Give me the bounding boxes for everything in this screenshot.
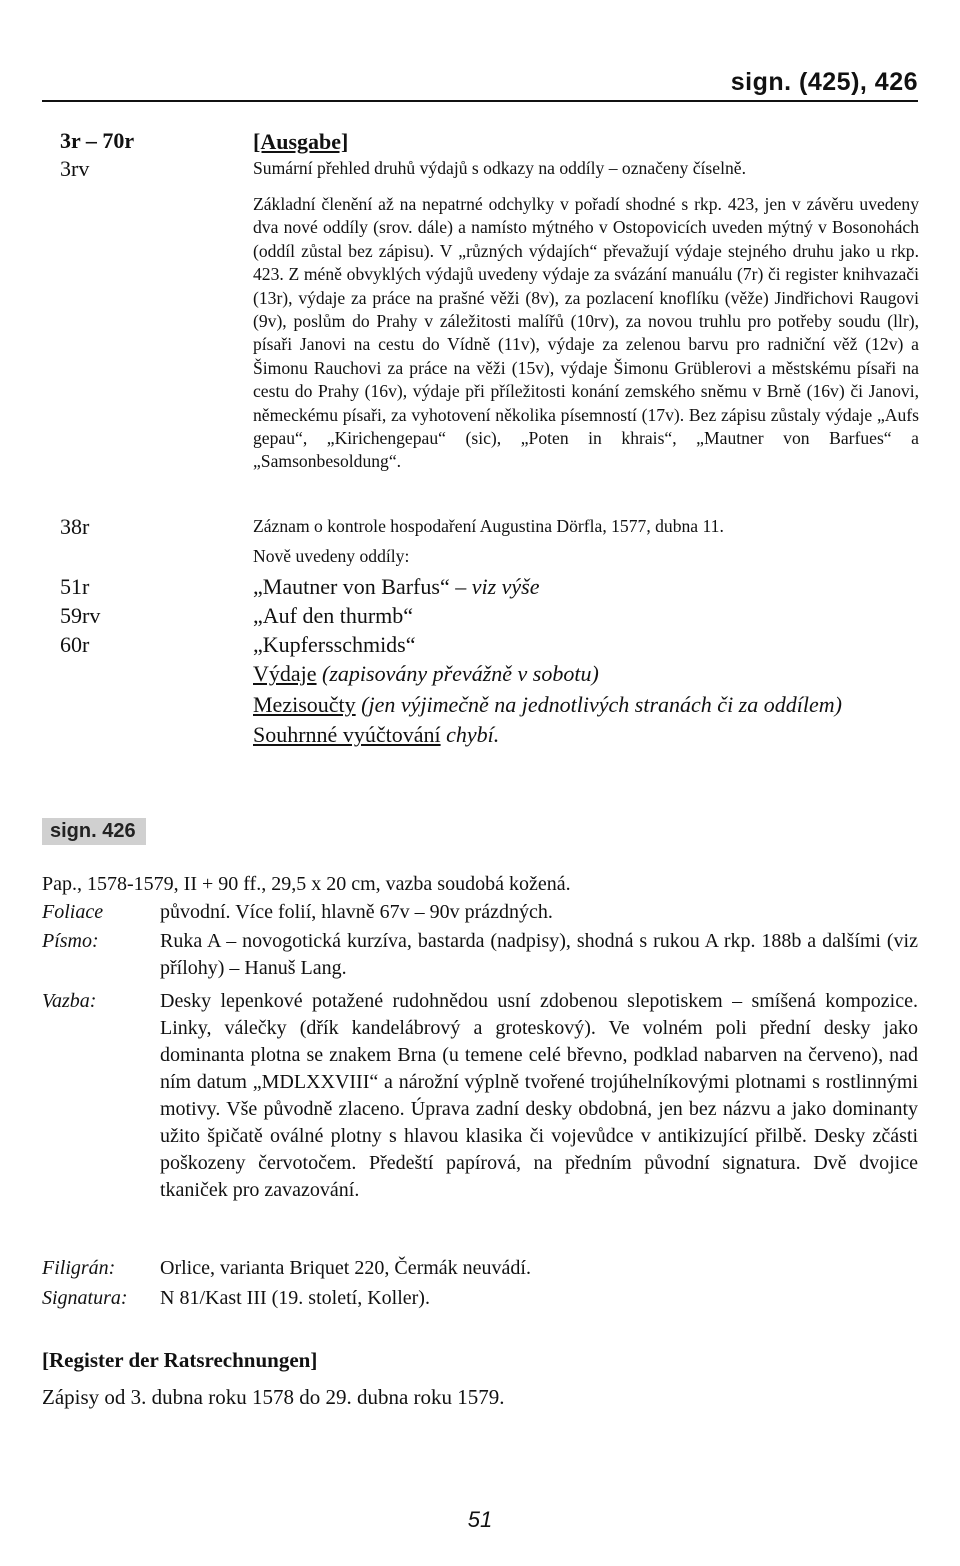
folio-ref: 3rv [60, 156, 90, 181]
paper-description: Pap., 1578-1579, II + 90 ff., 29,5 x 20 cm, vazba soudobá kožená. [42, 873, 571, 895]
new-sections-label: Nově uvedeny oddíly: [253, 546, 410, 566]
subtotals-line [253, 691, 919, 719]
subtotals-label: Mezisoučty [253, 692, 356, 717]
folio-ref: 3r – 70r [60, 128, 135, 153]
folio-ref: 60r [60, 632, 90, 657]
pismo-row [42, 928, 918, 984]
register-heading: [Register der Ratsrechnungen] [42, 1348, 318, 1372]
section-name: „Mautner von Barfus“ – [253, 574, 467, 599]
subtotals-note: (jen výjimečně na jednotlivých stranách či za oddílem) [361, 692, 842, 717]
foliace-value: původní. Více folií, hlavně 67v – 90v prázdných. [160, 901, 553, 923]
signature-box: sign. 426 [42, 818, 146, 845]
summary-account-line [253, 721, 919, 749]
pismo-label: Písmo: [42, 930, 99, 952]
section-entry: „Auf den thurmb“ [253, 603, 414, 628]
signatura-row [42, 1285, 918, 1312]
expenses-note: (zapisovány převážně v sobotu) [322, 661, 599, 686]
folio-ref: 38r [60, 514, 90, 539]
summary-account-note: chybí. [446, 722, 500, 747]
folio-ref: 59rv [60, 603, 101, 628]
foliace-label: Foliace [42, 901, 104, 923]
vazba-value: Desky lepenkové potažené rudohnědou usní zdobenou slepotiskem – smíšená kompozice. Linky, válečky (dřík kandelábrový a groteskový). Ve volném poli přední desky jako dominanta plotna se znakem Brna (u temene celé břevno, podklad nabarven na červeno), nad ním datum „MDLXXVIII“ a nárožní výplně tvořené trojúhelníkovými plotnami s rostlinnými motivy. Vše původně zlaceno. Úprava zadní desky obdobná, jen bez názvu a jako dominanty užito špičatě oválné plotny s hlavou klasika či vojevůdce v antikizující přilbě. Desky zčásti poškozeny červotočem. Předeští papírová, na předním původní signatura. Dvě dvojice tkaniček pro zavazování. [160, 990, 918, 1201]
page-signature-header: sign. (425), 426 [730, 68, 918, 96]
pismo-value: Ruka A – novogotická kurzíva, bastarda (nadpisy), shodná s rukou A rkp. 188b a dalšími (viz přílohy) – Hanuš Lang. [160, 930, 918, 979]
filigran-value: Orlice, varianta Briquet 220, Čermák neuvádí. [160, 1257, 531, 1279]
summary-line: Sumární přehled druhů výdajů s odkazy na oddíly – označeny číselně. [253, 158, 746, 178]
summary-account-label: Souhrnné vyúčtování [253, 722, 441, 747]
control-record: Záznam o kontrole hospodaření Augustina Dörfla, 1577, dubna 11. [253, 516, 724, 536]
section-entry [253, 573, 919, 601]
filigran-label: Filigrán: [42, 1257, 116, 1279]
page-number: 51 [467, 1507, 493, 1532]
foliace-row [42, 899, 918, 926]
section-entry: „Kupfersschmids“ [253, 632, 416, 657]
description-paragraph: Základní členění až na nepatrné odchylky v pořadí shodné s rkp. 423, jen v závěru uvedeny dva nové oddíly (srov. dále) a namísto mýtného v Ostopovicích uveden mýtný v Bosonohách (oddíl zůstal bez zápisu). V „různých výdajích“ převažují výdaje stejného druhu jako u rkp. 423. Z méně obvyklých výdajů uvedeny výdaje za svázání manuálu (7r) či register knihvazači (13r), výdaje za práce na prašné věži (8v), za pozlacení knoflíku (věže) Jindřichovi Raugovi (9v), poslům do Prahy v záležitosti malířů (10rv), za novou truhlu pro potřeby soudu (llr), písaři Janovi na cestu do Vídně (11v), výdaje za zelenou barvu pro radniční věž (12v) a Šimonu Rauchovi za práce na věži (15v), výdaje Šimonu Grüblerovi a městskému písaři na cestu do Prahy (16v), výdaje při příležitosti konání zemského sněmu v Brně (16v) či Janovi, německému písaři, za vyhotovení několika písemností (17v). Bez zápisu zůstaly výdaje „Aufs gepau“, „Kirichengepau“ (sic), „Poten in khrais“, „Mautner von Barfues“ a „Samsonbesoldung“. [253, 194, 919, 472]
register-text: Zápisy od 3. dubna roku 1578 do 29. dubna roku 1579. [42, 1385, 505, 1409]
folio-ref: 51r [60, 574, 90, 599]
section-note: viz výše [471, 574, 540, 599]
vazba-row [42, 988, 918, 1258]
expenses-label: Výdaje [253, 661, 317, 686]
expenses-line [253, 660, 919, 688]
vazba-label: Vazba: [42, 990, 97, 1012]
signatura-value: N 81/Kast III (19. století, Koller). [160, 1287, 430, 1309]
filigran-row [42, 1255, 918, 1282]
header-rule [42, 100, 918, 102]
signatura-label: Signatura: [42, 1287, 128, 1309]
section-title: [Ausgabe] [253, 129, 349, 154]
